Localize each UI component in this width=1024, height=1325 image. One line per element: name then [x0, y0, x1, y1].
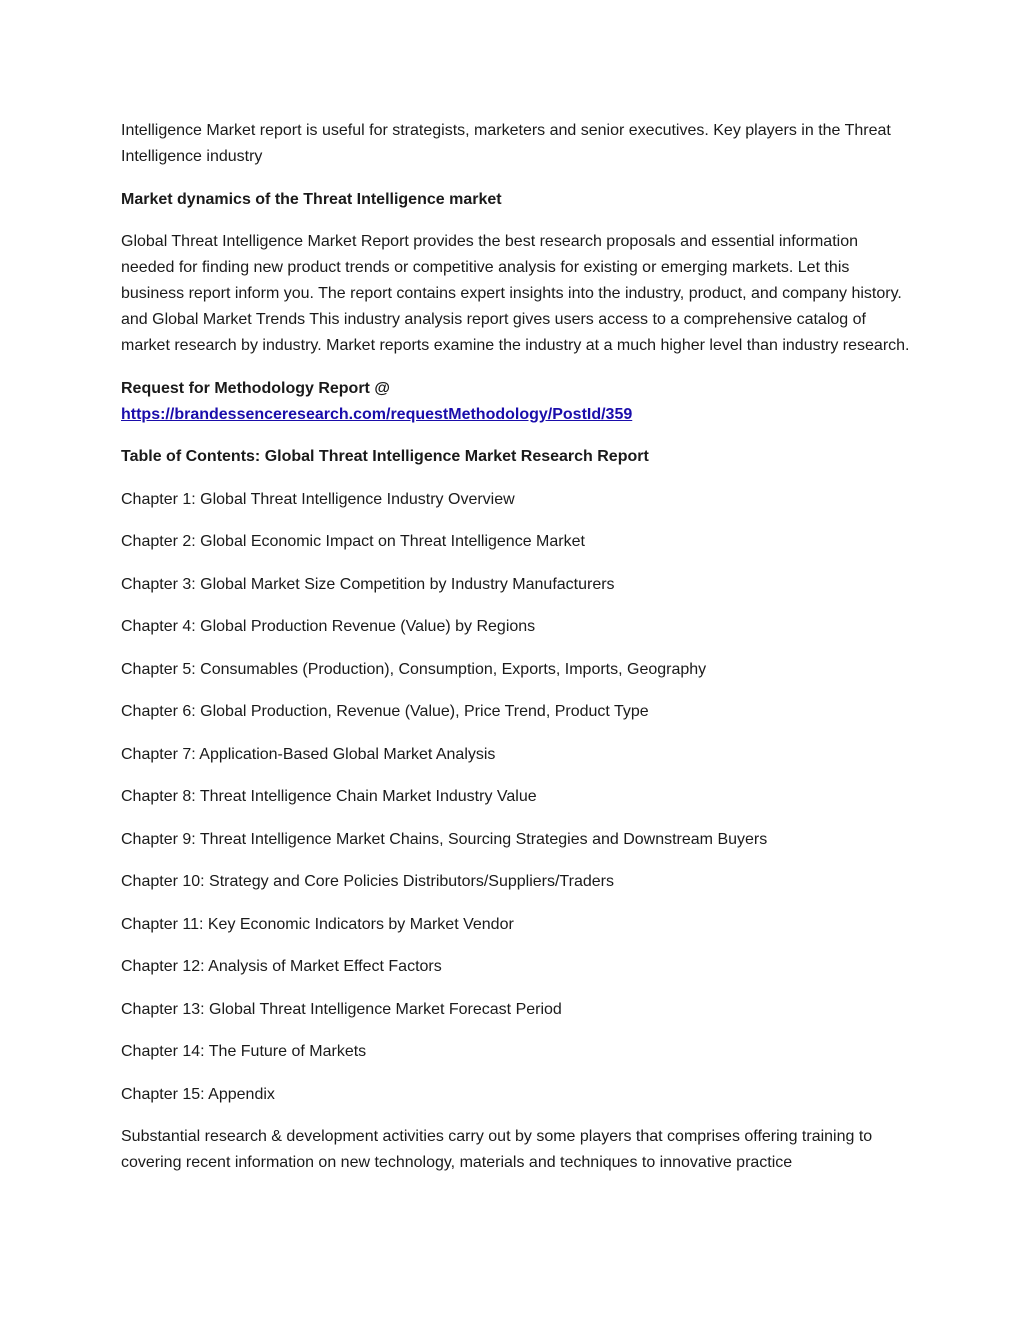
toc-heading: Table of Contents: Global Threat Intelligence Market Research Report: [121, 448, 649, 465]
closing-paragraph: Substantial research & development activities carry out by some players that comprises offering training to covering recent information on new technology, materials and techniques to innovative practice: [121, 1128, 873, 1171]
toc-chapter-item: Chapter 7: Application-Based Global Market Analysis: [121, 745, 496, 763]
toc-chapter-item: Chapter 4: Global Production Revenue (Value) by Regions: [121, 618, 536, 635]
dynamics-heading: Market dynamics of the Threat Intelligence market: [121, 190, 502, 208]
toc-chapter-item: Chapter 15: Appendix: [121, 1085, 275, 1103]
toc-chapter-item: Chapter 1: Global Threat Intelligence Industry Overview: [121, 490, 515, 508]
toc-chapter-item: Chapter 2: Global Economic Impact on Threat Intelligence Market: [121, 533, 585, 550]
toc-list: [121, 487, 911, 1108]
request-methodology-link[interactable]: https://brandessenceresearch.com/requestMethodology/PostId/359: [121, 405, 633, 423]
toc-chapter-item: Chapter 10: Strategy and Core Policies Distributors/Suppliers/Traders: [121, 873, 614, 890]
intro-paragraph: Intelligence Market report is useful for strategists, marketers and senior executives. Key players in the Threat Intelligence industry: [121, 122, 891, 165]
toc-chapter-item: Chapter 3: Global Market Size Competition by Industry Manufacturers: [121, 575, 615, 593]
document-body: [121, 118, 911, 1176]
toc-chapter-item: Chapter 5: Consumables (Production), Consumption, Exports, Imports, Geography: [121, 660, 707, 678]
toc-chapter-item: Chapter 14: The Future of Markets: [121, 1043, 367, 1060]
request-methodology-block: [121, 376, 911, 428]
dynamics-paragraph: Global Threat Intelligence Market Report provides the best research proposals and essential information needed for finding new product trends or competitive analysis for existing or emerging markets. Let this business report inform you. The report contains expert insights into the industry, product, and company history. and Global Market Trends This industry analysis report gives users access to a comprehensive catalog of market research by industry. Market reports examine the industry at a much higher level than industry research.: [121, 233, 910, 354]
toc-chapter-item: Chapter 9: Threat Intelligence Market Chains, Sourcing Strategies and Downstream Buyers: [121, 830, 768, 848]
toc-chapter-item: Chapter 13: Global Threat Intelligence Market Forecast Period: [121, 1000, 562, 1018]
toc-chapter-item: Chapter 11: Key Economic Indicators by Market Vendor: [121, 915, 514, 933]
toc-chapter-item: Chapter 12: Analysis of Market Effect Factors: [121, 958, 442, 975]
request-methodology-label: Request for Methodology Report @: [121, 379, 390, 397]
toc-chapter-item: Chapter 8: Threat Intelligence Chain Market Industry Value: [121, 788, 537, 805]
toc-chapter-item: Chapter 6: Global Production, Revenue (Value), Price Trend, Product Type: [121, 703, 649, 720]
